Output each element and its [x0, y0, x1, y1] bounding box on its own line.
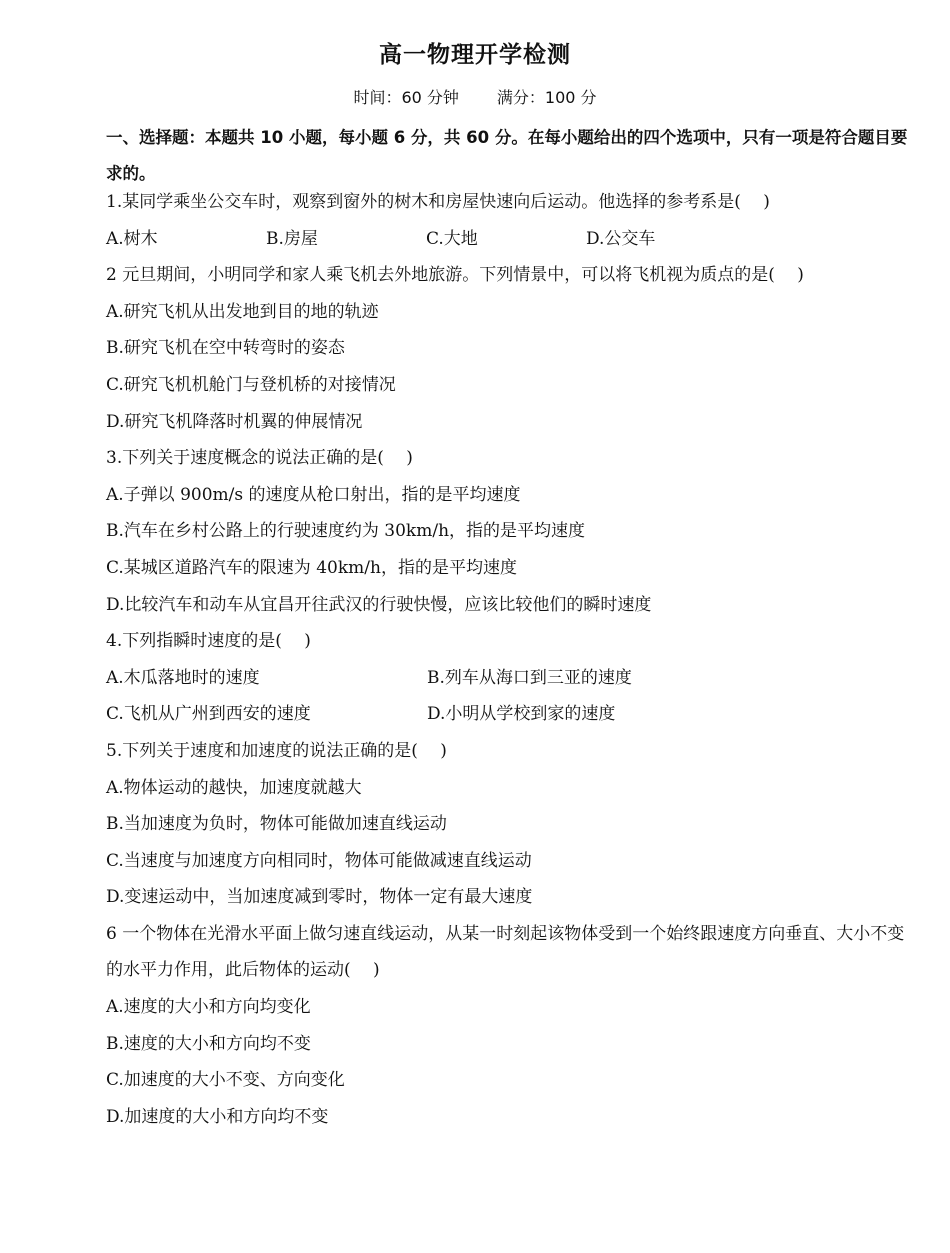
exam-time: 时间：60 分钟 [353, 88, 459, 107]
option: C.飞机从广州到西安的速度 [106, 704, 311, 725]
option: C.研究飞机机舱门与登机桥的对接情况 [106, 374, 396, 395]
question-stem: 6 一个物体在光滑水平面上做匀速直线运动，从某一时刻起该物体受到一个始终跟速度方向垂直、大小不变的水平力作用，此后物体的运动( ) [106, 923, 905, 981]
option: D.变速运动中，当加速度减到零时，物体一定有最大速度 [106, 887, 533, 908]
option: B.研究飞机在空中转弯时的姿态 [106, 338, 345, 359]
option: C.大地 [426, 228, 478, 249]
option: D.研究飞机降落时机翼的伸展情况 [106, 411, 363, 432]
option: A.速度的大小和方向均变化 [106, 997, 311, 1018]
option: A.树木 [106, 228, 158, 249]
option: D.公交车 [586, 228, 656, 249]
option: D.加速度的大小和方向均不变 [106, 1106, 329, 1127]
question-list [106, 184, 920, 1135]
option: A.物体运动的越快，加速度就越大 [106, 777, 362, 798]
option: B.汽车在乡村公路上的行驶速度约为 30km/h，指的是平均速度 [106, 521, 586, 542]
option: B.列车从海口到三亚的速度 [427, 667, 632, 688]
question-stem: 4.下列指瞬时速度的是( ) [106, 631, 311, 652]
question-stem: 1.某同学乘坐公交车时，观察到窗外的树木和房屋快速向后运动。他选择的参考系是( ) [106, 192, 770, 212]
question-stem: 5.下列关于速度和加速度的说法正确的是( ) [106, 740, 447, 761]
option: A.子弹以 900m/s 的速度从枪口射出，指的是平均速度 [106, 484, 521, 505]
option: C.加速度的大小不变、方向变化 [106, 1070, 345, 1091]
exam-score: 满分：100 分 [496, 88, 597, 107]
option-row [106, 221, 920, 258]
question-stem: 3.下列关于速度概念的说法正确的是( ) [106, 448, 413, 469]
option: A.研究飞机从出发地到目的地的轨迹 [106, 301, 379, 322]
option: B.房屋 [266, 228, 318, 249]
option: B.速度的大小和方向均不变 [106, 1033, 311, 1054]
option-row [106, 660, 920, 697]
option: B.当加速度为负时，物体可能做加速直线运动 [106, 814, 447, 835]
option: D.小明从学校到家的速度 [427, 704, 616, 725]
option: C.当速度与加速度方向相同时，物体可能做减速直线运动 [106, 850, 532, 871]
page-title: 高一物理开学检测 [379, 42, 571, 68]
option: C.某城区道路汽车的限速为 40km/h，指的是平均速度 [106, 557, 517, 578]
question-stem: 2 元旦期间，小明同学和家人乘飞机去外地旅游。下列情景中，可以将飞机视为质点的是( ) [106, 265, 804, 286]
exam-meta [0, 85, 950, 108]
section-heading: 一、选择题：本题共 10 小题，每小题 6 分，共 60 分。在每小题给出的四个选项中，只有一项是符合题目要求的。 [106, 128, 908, 183]
option: D.比较汽车和动车从宜昌开往武汉的行驶快慢，应该比较他们的瞬时速度 [106, 594, 652, 615]
option-row [106, 696, 920, 733]
option: A.木瓜落地时的速度 [106, 667, 260, 688]
